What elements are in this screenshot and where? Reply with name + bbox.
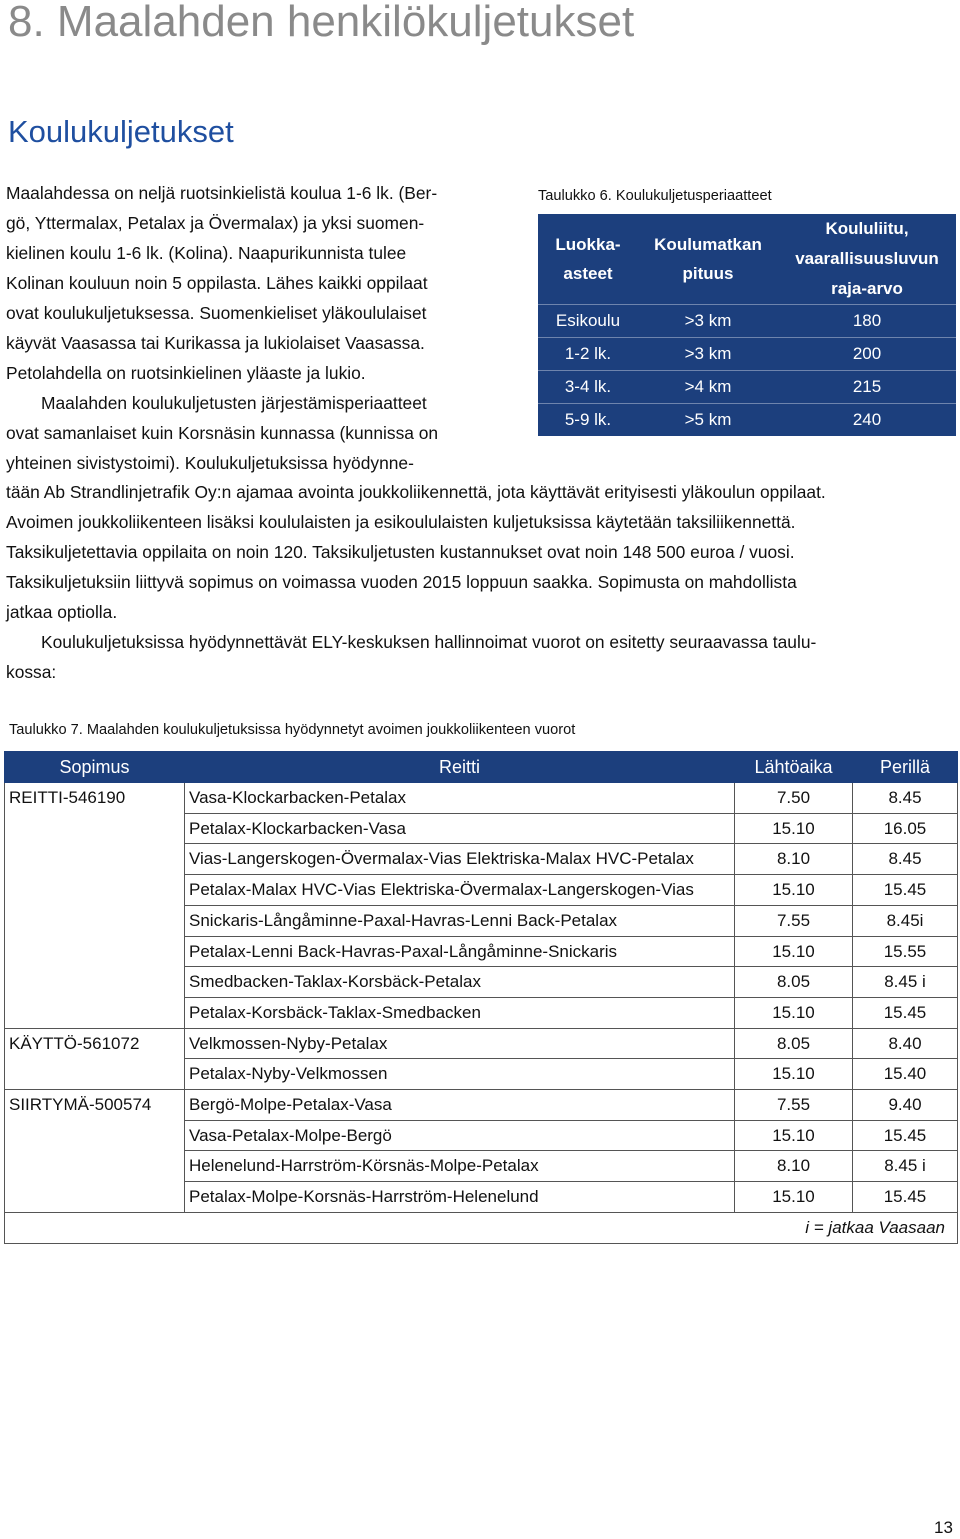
route-cell: Petalax-Nyby-Velkmossen bbox=[185, 1059, 735, 1090]
contract-cell bbox=[5, 905, 185, 936]
departure-cell: 8.05 bbox=[735, 1028, 853, 1059]
intro-line: Kolinan kouluun noin 5 oppilasta. Lähes kaikki oppilaat bbox=[6, 273, 428, 293]
table-row bbox=[5, 783, 958, 814]
intro-line: gö, Yttermalax, Petalax ja Övermalax) ja yksi suomen- bbox=[6, 213, 425, 233]
arrival-cell: 8.45 i bbox=[853, 967, 958, 998]
route-cell: Smedbacken-Taklax-Korsbäck-Petalax bbox=[185, 967, 735, 998]
route-cell: Petalax-Korsbäck-Taklax-Smedbacken bbox=[185, 997, 735, 1028]
table6-cell: >4 km bbox=[638, 371, 778, 404]
body-line: Taksikuljetuksiin liittyvä sopimus on voimassa vuoden 2015 loppuun saakka. Sopimusta on mahdollista bbox=[6, 572, 797, 592]
departure-cell: 15.10 bbox=[735, 875, 853, 906]
contract-cell bbox=[5, 1151, 185, 1182]
arrival-cell: 8.45 i bbox=[853, 1151, 958, 1182]
departure-cell: 8.05 bbox=[735, 967, 853, 998]
table6-cell: 1-2 lk. bbox=[538, 338, 638, 371]
note-row bbox=[5, 1212, 958, 1243]
contract-cell bbox=[5, 997, 185, 1028]
table6-cell: >5 km bbox=[638, 404, 778, 437]
table7-header-departure: Lähtöaika bbox=[735, 752, 853, 783]
arrival-cell: 15.55 bbox=[853, 936, 958, 967]
table6-row bbox=[538, 305, 956, 338]
body-line: kossa: bbox=[6, 662, 57, 682]
arrival-cell: 8.45 bbox=[853, 783, 958, 814]
contract-cell: KÄYTTÖ-561072 bbox=[5, 1028, 185, 1059]
body-line: Taksikuljetettavia oppilaita on noin 120. Taksikuljetusten kustannukset ovat noin 148 500 euroa / vuosi. bbox=[6, 542, 795, 562]
route-cell: Petalax-Molpe-Korsnäs-Harrström-Helenelund bbox=[185, 1182, 735, 1213]
table-row bbox=[5, 813, 958, 844]
arrival-cell: 16.05 bbox=[853, 813, 958, 844]
departure-cell: 15.10 bbox=[735, 1059, 853, 1090]
table6-cell: >3 km bbox=[638, 305, 778, 338]
table-row bbox=[5, 1120, 958, 1151]
arrival-cell: 8.45i bbox=[853, 905, 958, 936]
departure-cell: 8.10 bbox=[735, 1151, 853, 1182]
table-row bbox=[5, 905, 958, 936]
arrival-cell: 15.45 bbox=[853, 1120, 958, 1151]
departure-cell: 15.10 bbox=[735, 1182, 853, 1213]
body-line: jatkaa optiolla. bbox=[6, 602, 118, 622]
table6-cell: Esikoulu bbox=[538, 305, 638, 338]
departure-cell: 7.55 bbox=[735, 1090, 853, 1121]
table6-cell: 3-4 lk. bbox=[538, 371, 638, 404]
page-title: 8. Maalahden henkilökuljetukset bbox=[8, 0, 635, 46]
body-line: Avoimen joukkoliikenteen lisäksi koululaisten ja esikoululaisten kuljetuksissa käytetään taksiliikennettä. bbox=[6, 512, 796, 532]
route-cell: Helenelund-Harrström-Körsnäs-Molpe-Petalax bbox=[185, 1151, 735, 1182]
contract-cell bbox=[5, 813, 185, 844]
route-cell: Vasa-Petalax-Molpe-Bergö bbox=[185, 1120, 735, 1151]
intro-paragraph bbox=[6, 178, 504, 478]
table6-cell: 180 bbox=[778, 305, 956, 338]
body-line: Koulukuljetuksissa hyödynnettävät ELY-keskuksen hallinnoimat vuorot on esitetty seuraavassa taulu- bbox=[41, 632, 817, 652]
contract-cell: SIIRTYMÄ-500574 bbox=[5, 1090, 185, 1121]
routes-body bbox=[5, 783, 958, 1244]
para2-line: ovat samanlaiset kuin Korsnäsin kunnassa (kunnissa on bbox=[6, 423, 439, 443]
table6-cell: 215 bbox=[778, 371, 956, 404]
contract-cell bbox=[5, 1182, 185, 1213]
contract-cell bbox=[5, 1059, 185, 1090]
route-cell: Velkmossen-Nyby-Petalax bbox=[185, 1028, 735, 1059]
contract-cell bbox=[5, 844, 185, 875]
table-row bbox=[5, 844, 958, 875]
table6-caption: Taulukko 6. Koulukuljetusperiaatteet bbox=[538, 188, 772, 204]
table6-cell: 240 bbox=[778, 404, 956, 437]
intro-line: ovat koulukuljetuksessa. Suomenkieliset yläkoululaiset bbox=[6, 303, 427, 323]
table6-cell: 200 bbox=[778, 338, 956, 371]
table-row bbox=[5, 967, 958, 998]
table6-header-distance: Koulumatkan pituus bbox=[638, 214, 778, 305]
intro-line: Maalahdessa on neljä ruotsinkielistä koulua 1-6 lk. (Ber- bbox=[6, 183, 438, 203]
departure-cell: 15.10 bbox=[735, 997, 853, 1028]
arrival-cell: 15.40 bbox=[853, 1059, 958, 1090]
contract-cell bbox=[5, 967, 185, 998]
contract-cell: REITTI-546190 bbox=[5, 783, 185, 814]
table7-header-arrival: Perillä bbox=[853, 752, 958, 783]
intro-line: käyvät Vaasassa tai Kurikassa ja lukiolaiset Vaasassa. bbox=[6, 333, 425, 353]
table-row bbox=[5, 1090, 958, 1121]
principles-table bbox=[538, 214, 956, 436]
departure-cell: 8.10 bbox=[735, 844, 853, 875]
intro-line: kielinen koulu 1-6 lk. (Kolina). Naapurikunnista tulee bbox=[6, 243, 407, 263]
para2-line: Maalahden koulukuljetusten järjestämisperiaatteet bbox=[41, 393, 427, 413]
arrival-cell: 8.45 bbox=[853, 844, 958, 875]
contract-cell bbox=[5, 1120, 185, 1151]
page-number: 13 bbox=[934, 1518, 953, 1537]
table6-cell: 5-9 lk. bbox=[538, 404, 638, 437]
table7-header-contract: Sopimus bbox=[5, 752, 185, 783]
table6-row bbox=[538, 404, 956, 437]
body-line: tään Ab Strandlinjetrafik Oy:n ajamaa avointa joukkoliikennettä, jota käyttävät erityisesti yläkoulun oppilaat. bbox=[6, 482, 826, 502]
arrival-cell: 15.45 bbox=[853, 1182, 958, 1213]
table-row bbox=[5, 936, 958, 967]
route-cell: Petalax-Klockarbacken-Vasa bbox=[185, 813, 735, 844]
body-paragraph bbox=[6, 477, 956, 687]
route-cell: Snickaris-Långåminne-Paxal-Havras-Lenni Back-Petalax bbox=[185, 905, 735, 936]
route-cell: Petalax-Lenni Back-Havras-Paxal-Långåminne-Snickaris bbox=[185, 936, 735, 967]
table6-cell: >3 km bbox=[638, 338, 778, 371]
intro-line: Petolahdella on ruotsinkielinen yläaste ja lukio. bbox=[6, 363, 366, 383]
table6-header-risk: Koululiitu, vaarallisuusluvun raja-arvo bbox=[778, 214, 956, 305]
table6-row bbox=[538, 371, 956, 404]
table7-header-route: Reitti bbox=[185, 752, 735, 783]
table-note: i = jatkaa Vaasaan bbox=[5, 1212, 958, 1243]
table6-row bbox=[538, 338, 956, 371]
contract-cell bbox=[5, 875, 185, 906]
contract-cell bbox=[5, 936, 185, 967]
arrival-cell: 15.45 bbox=[853, 997, 958, 1028]
route-cell: Vasa-Klockarbacken-Petalax bbox=[185, 783, 735, 814]
route-cell: Bergö-Molpe-Petalax-Vasa bbox=[185, 1090, 735, 1121]
arrival-cell: 8.40 bbox=[853, 1028, 958, 1059]
departure-cell: 7.50 bbox=[735, 783, 853, 814]
arrival-cell: 15.45 bbox=[853, 875, 958, 906]
routes-table bbox=[4, 751, 958, 1244]
route-cell: Petalax-Malax HVC-Vias Elektriska-Övermalax-Langerskogen-Vias bbox=[185, 875, 735, 906]
table7-caption: Taulukko 7. Maalahden koulukuljetuksissa hyödynnetyt avoimen joukkoliikenteen vuorot bbox=[9, 722, 576, 738]
para2-line: yhteinen sivistystoimi). Koulukuljetuksissa hyödynne- bbox=[6, 453, 414, 473]
table-row bbox=[5, 1182, 958, 1213]
departure-cell: 15.10 bbox=[735, 1120, 853, 1151]
route-cell: Vias-Langerskogen-Övermalax-Vias Elektriska-Malax HVC-Petalax bbox=[185, 844, 735, 875]
table-row bbox=[5, 1151, 958, 1182]
departure-cell: 15.10 bbox=[735, 936, 853, 967]
table-row bbox=[5, 875, 958, 906]
arrival-cell: 9.40 bbox=[853, 1090, 958, 1121]
table-row bbox=[5, 997, 958, 1028]
departure-cell: 7.55 bbox=[735, 905, 853, 936]
section-title: Koulukuljetukset bbox=[8, 114, 234, 149]
table-row bbox=[5, 1059, 958, 1090]
table6-header-grade: Luokka- asteet bbox=[538, 214, 638, 305]
departure-cell: 15.10 bbox=[735, 813, 853, 844]
table-row bbox=[5, 1028, 958, 1059]
